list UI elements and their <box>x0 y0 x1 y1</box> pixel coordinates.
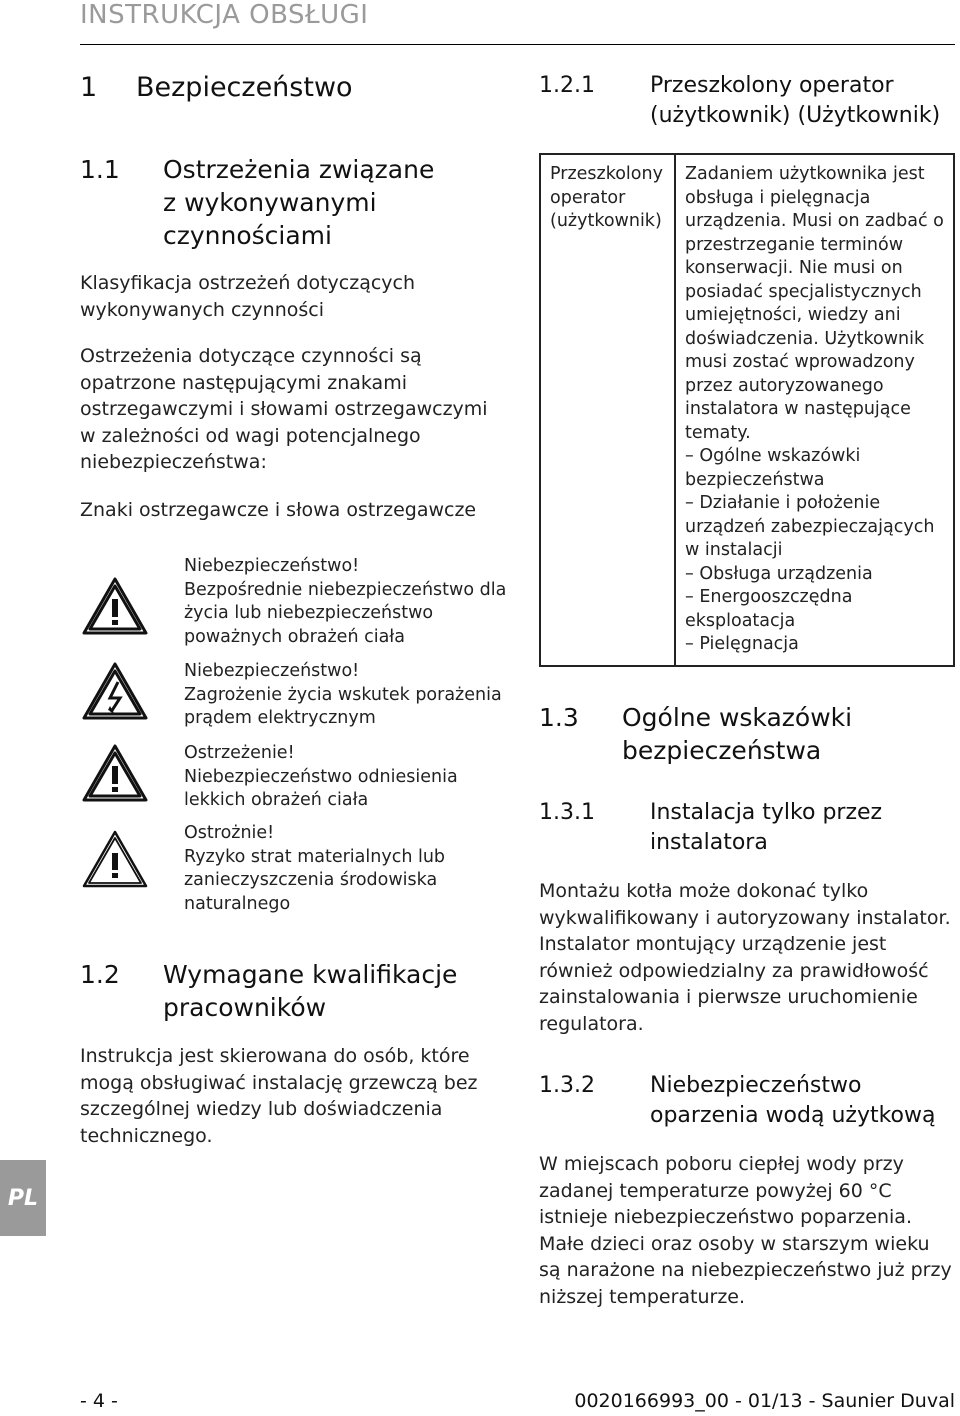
document-header: INSTRUKCJA OBSŁUGI <box>80 0 369 30</box>
section-1-1-body: Ostrzeżenia dotyczące czynności są opatrzone następującymi znakami ostrzegawczymi i słowami ostrzegawczymi w zależności od wagi potencjalnego niebezpieczeństwa: <box>80 345 488 474</box>
section-1-1-title: Ostrzeżenia związane z wykonywanymi czynnościami <box>163 155 435 250</box>
section-1-2-title: Wymagane kwalifikacje pracowników <box>163 960 458 1022</box>
section-1-heading: 1 Bezpieczeństwo <box>80 72 353 103</box>
list-item: – Działanie i położenie urządzeń zabezpieczających w instalacji <box>685 493 935 560</box>
list-item: – Ogólne wskazówki bezpieczeństwa <box>685 446 861 490</box>
warning-row-warning <box>80 742 510 812</box>
section-1-2-body: Instrukcja jest skierowana do osób, które mogą obsługiwać instalację grzewczą bez szczególnej wiedzy lub doświadczenia technicznego. <box>80 1045 478 1147</box>
section-1-2-number: 1.2 <box>80 960 120 989</box>
section-1-3-2-body: W miejscach poboru ciepłej wody przy zadanej temperaturze powyżej 60 °C istnieje niebezpieczeństwo poparzenia. Małe dzieci oraz osoby w starszym wieku są narażone na niebezpieczeństwo już przy niższej temperaturze. <box>539 1153 952 1308</box>
section-1-1-subtitle: Klasyfikacja ostrzeżeń dotyczących wykonywanych czynności <box>80 272 416 321</box>
section-1-3-1-number: 1.3.1 <box>539 800 595 825</box>
list-item: – Pielęgnacja <box>685 634 799 654</box>
section-1-1-number: 1.1 <box>80 155 120 184</box>
warning-row-electric <box>80 660 510 730</box>
section-1-3-2-number: 1.3.2 <box>539 1073 595 1098</box>
header-rule <box>80 44 955 45</box>
table-cell-role: Przeszkolony operator (użytkownik) <box>540 154 675 666</box>
section-1-3-title: Ogólne wskazówki bezpieczeństwa <box>622 703 853 765</box>
section-1-2-1-title: Przeszkolony operator (użytkownik) (Użytkownik) <box>650 73 941 128</box>
document-reference: 0020166993_00 - 01/13 - Saunier Duval <box>574 1390 955 1412</box>
section-1-title: Bezpieczeństwo <box>136 72 353 103</box>
warning-description: Ryzyko strat materialnych lub zanieczyszczenia środowiska naturalnego <box>184 846 446 914</box>
caution-triangle-icon <box>80 826 150 892</box>
warning-word: Niebezpieczeństwo! <box>184 556 360 576</box>
warning-text-danger <box>184 555 514 649</box>
danger-triangle-icon <box>80 575 150 637</box>
warning-description: Bezpośrednie niebezpieczeństwo dla życia lub niebezpieczeństwo poważnych obrażeń ciała <box>184 579 507 647</box>
warning-word: Ostrożnie! <box>184 823 275 843</box>
warning-text-electric <box>184 660 514 731</box>
page-number: - 4 - <box>80 1390 118 1412</box>
section-1-3-number: 1.3 <box>539 703 579 732</box>
warning-description: Zagrożenie życia wskutek porażenia prądem elektrycznym <box>184 684 502 728</box>
warning-text-caution <box>184 822 514 916</box>
section-1-3-2-title: Niebezpieczeństwo oparzenia wodą użytkową <box>650 1073 936 1128</box>
warning-row-caution <box>80 822 510 917</box>
list-item: – Obsługa urządzenia <box>685 563 873 584</box>
warning-row-danger <box>80 555 510 655</box>
table-cell-description: Zadaniem użytkownika jest obsługa i pielęgnacja urządzenia. Musi on zadbać o przestrzeganie terminów konserwacji. Nie musi on posiadać specjalistycznych umiejętności, wiedzy ani doświadczenia. Użytkownik musi zostać wprowadzony przez autoryzowanego instalatora w następujące tematy. – Ogólne wskazówki bezpieczeństwa – Działanie i położenie urządzeń zabezpieczających w instalacji – Obsługa urządzenia – Energooszczędna eksploatacja – Pielęgnacja <box>675 154 954 666</box>
warning-signs-heading: Znaki ostrzegawcze i słowa ostrzegawcze <box>80 499 477 521</box>
language-tab: PL <box>0 1160 46 1236</box>
warning-word: Ostrzeżenie! <box>184 743 295 763</box>
warning-word: Niebezpieczeństwo! <box>184 661 360 681</box>
section-1-2-1-number: 1.2.1 <box>539 73 595 98</box>
warning-text-warning <box>184 742 514 813</box>
table-row <box>540 154 954 666</box>
section-1-3-1-body: Montażu kotła może dokonać tylko wykwalifikowany i autoryzowany instalator. Instalator montujący urządzenie jest również odpowiedzialny za prawidłowość zainstalowania i pierwsze uruchomienie regulatora. <box>539 880 951 1035</box>
qualification-table <box>539 153 955 667</box>
section-1-3-1-title: Instalacja tylko przez instalatora <box>650 800 883 855</box>
list-item: – Energooszczędna eksploatacja <box>685 587 853 631</box>
electric-shock-icon <box>80 660 150 722</box>
warning-description: Niebezpieczeństwo odniesienia lekkich obrażeń ciała <box>184 766 458 810</box>
warning-triangle-icon <box>80 742 150 804</box>
